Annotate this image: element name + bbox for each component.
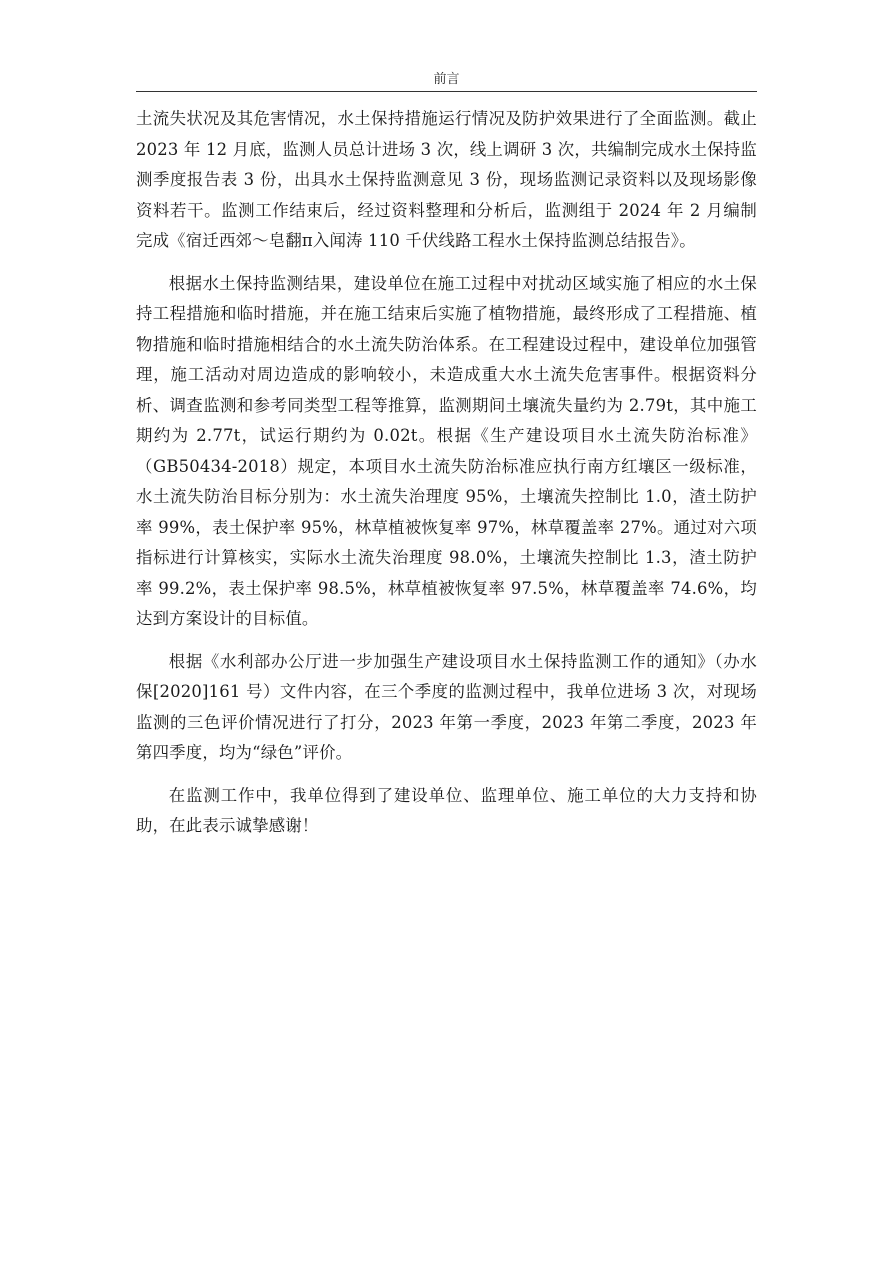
paragraph-2: 根据水土保持监测结果，建设单位在施工过程中对扰动区域实施了相应的水土保持工程措施和临时措施，并在施工结束后实施了植物措施，最终形成了工程措施、植物措施和临时措施相结合的水土流失防治体系。在工程建设过程中，建设单位加强管理，施工活动对周边造成的影响较小，未造成重大水土流失危害事件。根据资料分析、调查监测和参考同类型工程等推算，监测期间土壤流失量约为 2.79t，其中施工期约为 2.77t，试运行期约为 0.02t。根据《生产建设项目水土流失防治标准》（GB50434-2018）规定，本项目水土流失防治标准应执行南方红壤区一级标准，水土流失防治目标分别为：水土流失治理度 95%，土壤流失控制比 1.0，渣土防护率 99%，表土保护率 95%，林草植被恢复率 97%，林草覆盖率 27%。通过对六项指标进行计算核实，实际水土流失治理度 98.0%，土壤流失控制比 1.3，渣土防护率 99.2%，表土保护率 98.5%，林草植被恢复率 97.5%，林草覆盖率 74.6%，均达到方案设计的目标值。 (136, 273, 757, 628)
document-body (136, 104, 757, 854)
paragraph-3: 根据《水利部办公厅进一步加强生产建设项目水土保持监测工作的通知》（办水保[2020]161 号）文件内容，在三个季度的监测过程中，我单位进场 3 次，对现场监测的三色评价情况进行了打分，2023 年第一季度，2023 年第二季度，2023 年第四季度，均为“绿色”评价。 (136, 651, 757, 762)
page-header (136, 73, 757, 92)
paragraph-1: 土流失状况及其危害情况，水土保持措施运行情况及防护效果进行了全面监测。截止 2023 年 12 月底，监测人员总计进场 3 次，线上调研 3 次，共编制完成水土保持监测季度报告表 3 份，出具水土保持监测意见 3 份，现场监测记录资料以及现场影像资料若干。监测工作结束后，经过资料整理和分析后，监测组于 2024 年 2 月编制完成《宿迁西郊～皂翻π入闻涛 110 千伏线路工程水土保持监测总结报告》。 (136, 109, 757, 250)
header-title: 前言 (433, 72, 460, 87)
paragraph-4: 在监测工作中，我单位得到了建设单位、监理单位、施工单位的大力支持和协助，在此表示诚挚感谢！ (136, 785, 757, 835)
